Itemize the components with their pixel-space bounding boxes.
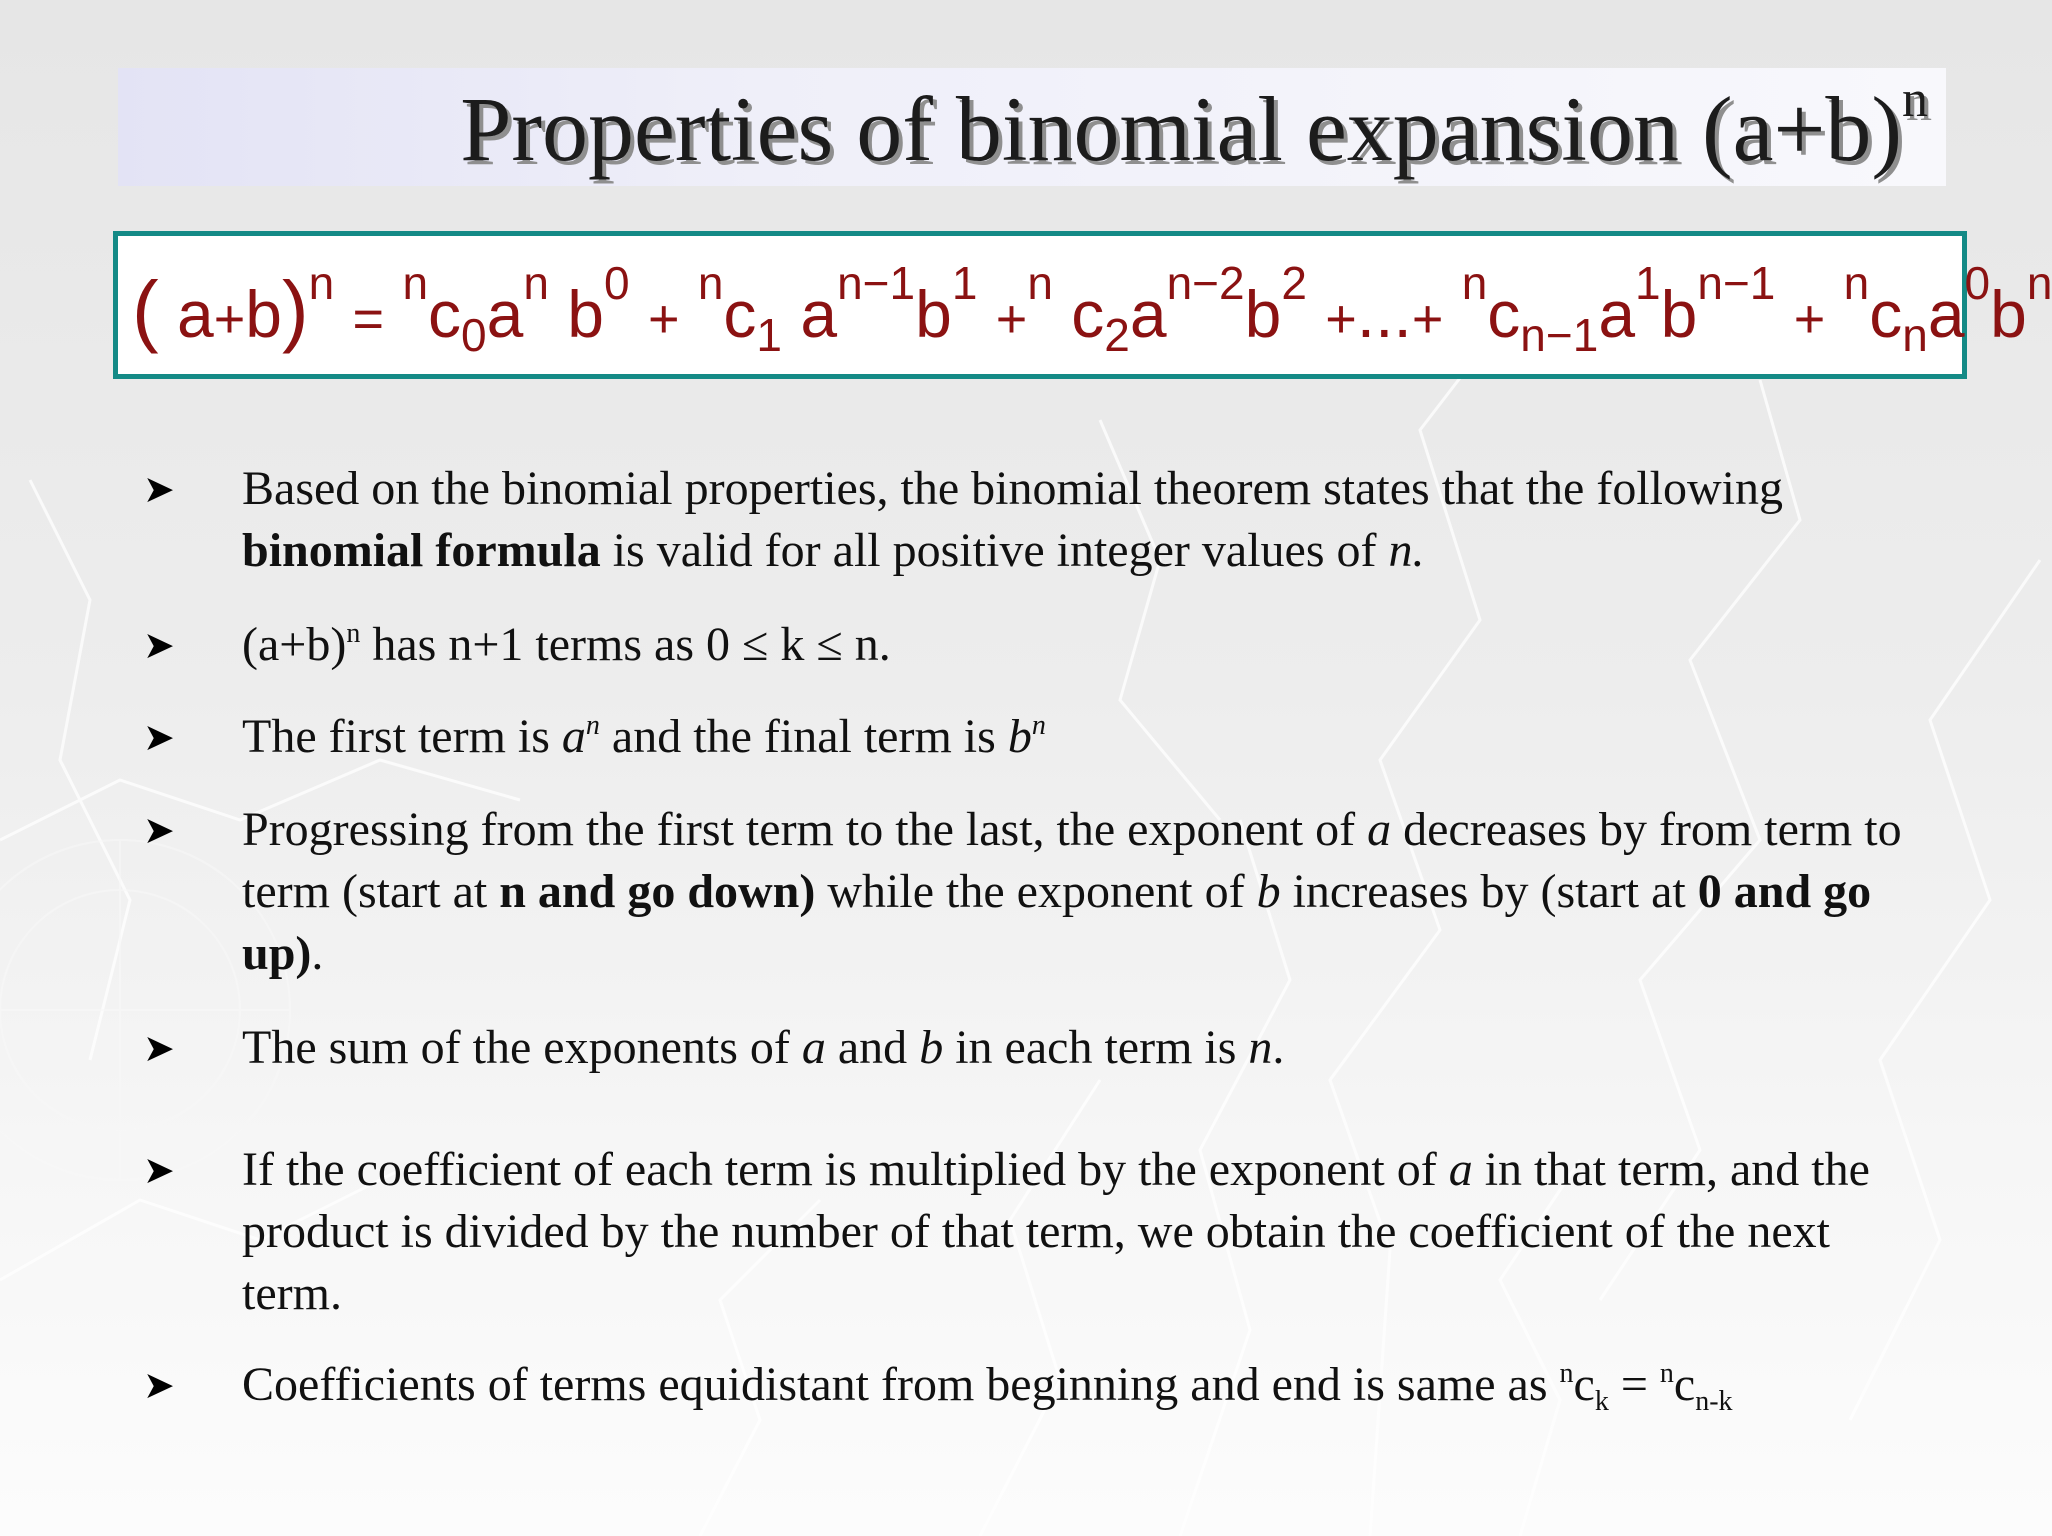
b2-text-1: (a+b) xyxy=(242,618,347,671)
t0-prefix: n xyxy=(402,257,429,309)
t1-prefix: n xyxy=(697,257,724,309)
b4-text-4: increases by (start at xyxy=(1280,865,1698,918)
t0-a: a xyxy=(486,277,524,351)
formula-lhs-b: b xyxy=(245,277,282,351)
b2-text-2: has n+1 terms as 0 ≤ k ≤ n. xyxy=(360,618,891,671)
bullet-arrow-icon: ➤ xyxy=(143,808,175,852)
binomial-formula xyxy=(132,257,2052,361)
formula-lhs-exp: n xyxy=(308,257,335,309)
t0-bexp: 0 xyxy=(604,257,630,309)
b4-bold-2: 0 and go up) xyxy=(242,865,1872,980)
b7-c-1: c xyxy=(1573,1358,1595,1411)
b4-bold-1: n and go down) xyxy=(499,865,816,918)
slide-title xyxy=(460,71,1928,184)
formula-plus-4: + xyxy=(1411,289,1444,349)
bullet-item-3 xyxy=(242,706,1932,768)
formula-lparen: ( xyxy=(132,265,159,354)
b5-text-1: The sum of the exponents of xyxy=(242,1021,802,1074)
b2-sup: n xyxy=(346,618,361,649)
t1-c: c xyxy=(723,277,757,351)
t4-prefix: n xyxy=(1843,257,1870,309)
t4-b: b xyxy=(1990,277,2027,351)
t2-b: b xyxy=(1244,277,1282,351)
t2-bexp: 2 xyxy=(1281,257,1307,309)
b3-sup-1: n xyxy=(585,710,600,741)
t2-a: a xyxy=(1129,277,1167,351)
b4-text-3: while the exponent of xyxy=(815,865,1257,918)
formula-ellipsis: ... xyxy=(1356,277,1412,351)
b3-italic-a: a xyxy=(561,710,586,763)
t1-b: b xyxy=(915,277,952,351)
formula-box xyxy=(113,231,2052,379)
t4-c: c xyxy=(1869,277,1903,351)
t3-a: a xyxy=(1598,277,1636,351)
t2-sub: 2 xyxy=(1104,309,1130,361)
t2-prefix: n xyxy=(1027,257,1053,309)
t4-sub: n xyxy=(1902,309,1928,361)
b7-equals: = xyxy=(1608,1358,1660,1411)
bullet-item-7 xyxy=(242,1354,1932,1416)
t4-aexp: 0 xyxy=(1964,257,1991,309)
formula-plus-1: + xyxy=(647,289,680,349)
b6-text-1: If the coefficient of each term is multiplied by the exponent of xyxy=(242,1143,1449,1196)
bullet-item-6 xyxy=(242,1139,1932,1325)
t3-b: b xyxy=(1660,277,1698,351)
bullet-arrow-icon: ➤ xyxy=(143,715,175,759)
bullet-item-1 xyxy=(242,458,1932,582)
b7-sup-2: n xyxy=(1659,1358,1674,1389)
t0-sub: 0 xyxy=(461,309,487,361)
b5-text-4: . xyxy=(1272,1021,1285,1074)
b1-text-1: Based on the binomial properties, the binomial theorem states that the following xyxy=(242,462,1783,515)
formula-plus-2: + xyxy=(995,289,1028,349)
b7-c-2: c xyxy=(1673,1358,1696,1411)
b7-sub-2: n-k xyxy=(1695,1386,1733,1417)
b3-text-2: and the final term is xyxy=(599,710,1008,763)
b4-text-2: decreases by from term to term (start at xyxy=(242,803,1902,918)
formula-equals: = xyxy=(352,289,385,349)
bullet-arrow-icon: ➤ xyxy=(143,623,175,667)
bullet-arrow-icon: ➤ xyxy=(143,467,175,511)
b7-sup-1: n xyxy=(1559,1358,1574,1389)
t0-aexp: n xyxy=(523,257,549,309)
bullet-item-4 xyxy=(242,799,1932,985)
t0-b: b xyxy=(567,277,604,351)
b5-italic-n: n xyxy=(1248,1021,1273,1074)
t4-bexp: n xyxy=(2026,257,2052,309)
formula-plus-5: + xyxy=(1793,289,1826,349)
formula-rparen: ) xyxy=(281,265,309,354)
t2-c: c xyxy=(1071,277,1105,351)
t3-sub: n−1 xyxy=(1520,309,1599,361)
b3-italic-b: b xyxy=(1007,710,1032,763)
b4-text-5: . xyxy=(311,927,324,980)
bullet-arrow-icon: ➤ xyxy=(143,1363,175,1407)
b5-text-3: in each term is xyxy=(943,1021,1249,1074)
b6-italic-a: a xyxy=(1448,1143,1473,1196)
b5-italic-a: a xyxy=(801,1021,826,1074)
formula-lhs-plus: + xyxy=(213,289,246,349)
t4-a: a xyxy=(1927,277,1965,351)
formula-lhs-a: a xyxy=(176,277,214,351)
b4-text-1: Progressing from the first term to the last, the exponent of xyxy=(242,803,1368,856)
bullet-arrow-icon: ➤ xyxy=(143,1026,175,1070)
b3-text-1: The first term is xyxy=(242,710,562,763)
t1-aexp: n−1 xyxy=(837,257,916,309)
b5-italic-b: b xyxy=(919,1021,944,1074)
t3-aexp: 1 xyxy=(1635,257,1661,309)
b1-text-2: is valid for all positive integer values of xyxy=(600,524,1389,577)
t1-bexp: 1 xyxy=(951,257,978,309)
t3-c: c xyxy=(1487,277,1521,351)
b6-text-2: in that term, and the product is divided by the number of that term, we obtain the coefficient of the next term. xyxy=(242,1143,1870,1320)
b7-text-1: Coefficients of terms equidistant from beginning and end is same as xyxy=(242,1358,1560,1411)
bullet-item-5 xyxy=(242,1017,1932,1079)
b4-italic-b: b xyxy=(1256,865,1281,918)
b4-italic-a: a xyxy=(1367,803,1392,856)
formula-plus-3: + xyxy=(1325,289,1357,349)
b1-bold: binomial formula xyxy=(242,524,601,577)
t1-sub: 1 xyxy=(756,309,783,361)
title-exponent: n xyxy=(1902,71,1928,128)
t2-aexp: n−2 xyxy=(1166,257,1245,309)
t0-c: c xyxy=(428,277,462,351)
b1-italic-n: n. xyxy=(1388,524,1425,577)
t1-a: a xyxy=(800,277,838,351)
b7-sub-1: k xyxy=(1594,1386,1609,1417)
title-text: Properties of binomial expansion (a+b) xyxy=(460,78,1902,180)
bullet-item-2 xyxy=(242,614,1932,676)
b3-sup-2: n xyxy=(1031,710,1046,741)
t3-bexp: n−1 xyxy=(1697,257,1776,309)
bullet-arrow-icon: ➤ xyxy=(143,1148,175,1192)
b5-text-2: and xyxy=(825,1021,920,1074)
t3-prefix: n xyxy=(1461,257,1488,309)
